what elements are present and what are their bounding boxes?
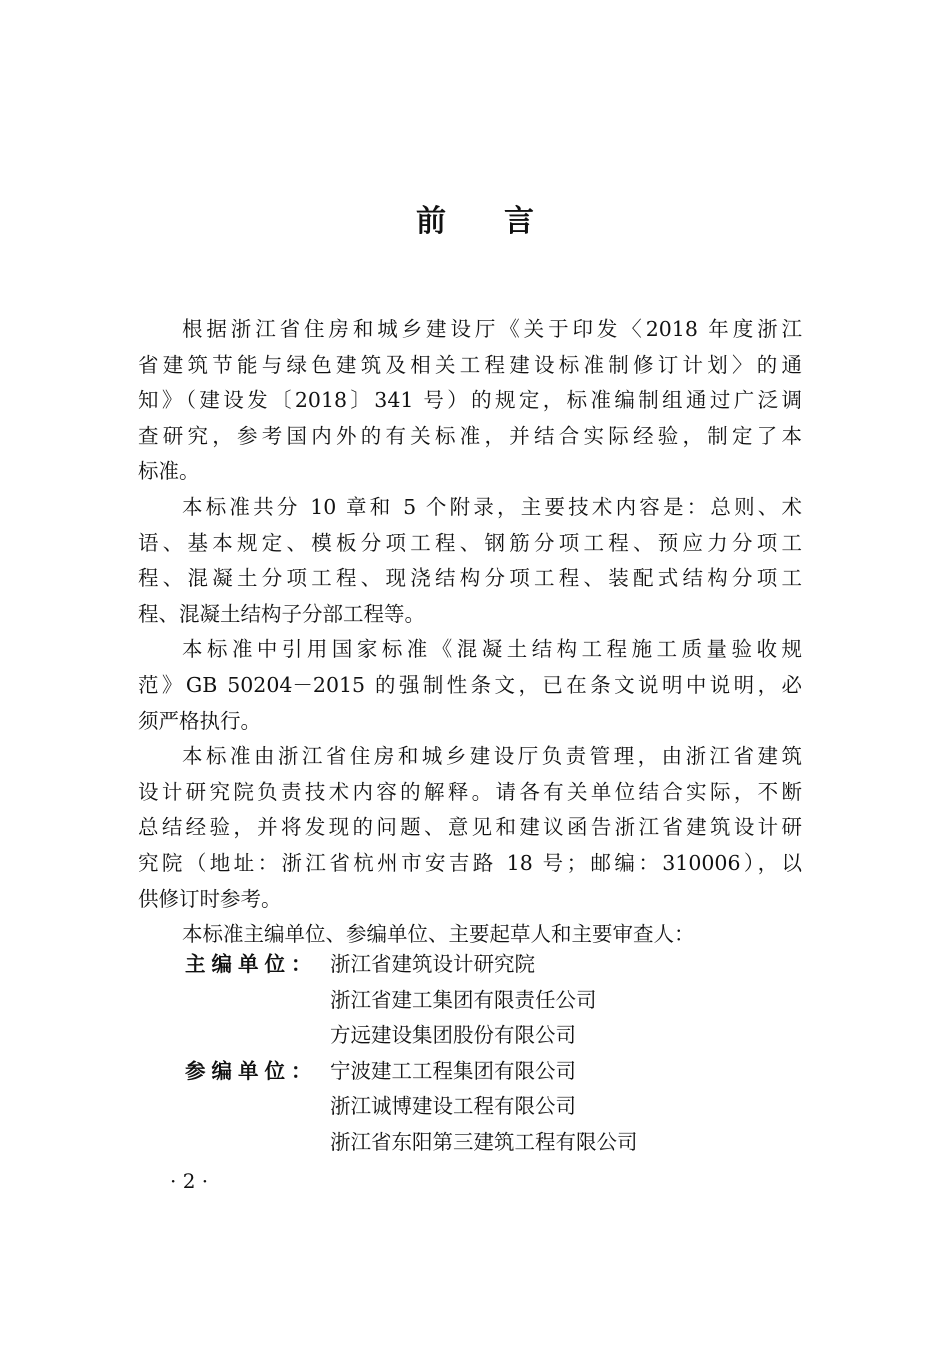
chief-unit-item: 方远建设集团股份有限公司 xyxy=(330,1023,576,1048)
paragraph-line: 标准。 xyxy=(138,459,200,484)
participating-unit-row xyxy=(185,1089,638,1125)
participating-unit-row xyxy=(185,1125,638,1161)
paragraph-line: 本标准共分 10 章和 5 个附录，主要技术内容是：总则、术 xyxy=(182,494,802,519)
chief-unit-row xyxy=(185,983,638,1019)
chief-unit-row xyxy=(185,947,638,983)
participating-unit-row xyxy=(185,1054,638,1090)
chief-unit-row xyxy=(185,1018,638,1054)
title-char-1: 前 xyxy=(416,204,446,239)
paragraph-line: 查研究，参考国内外的有关标准，并结合实际经验，制定了本 xyxy=(138,423,802,448)
chief-unit-item: 浙江省建筑设计研究院 xyxy=(330,952,535,976)
paragraph-line: 范》GB 50204－2015 的强制性条文，已在条文说明中说明，必 xyxy=(138,672,802,697)
paragraph-line: 程、混凝土结构子分部工程等。 xyxy=(138,601,425,626)
paragraph-line: 须严格执行。 xyxy=(138,708,261,733)
page-title xyxy=(0,200,950,244)
paragraph-line: 程、混凝土分项工程、现浇结构分项工程、装配式结构分项工 xyxy=(138,566,802,591)
paragraph-line: 本标准主编单位、参编单位、主要起草人和主要审查人： xyxy=(182,922,695,947)
page-number: · 2 · xyxy=(170,1169,209,1193)
paragraph-line: 根据浙江省住房和城乡建设厅《关于印发〈2018 年度浙江 xyxy=(182,317,802,341)
paragraph-line: 知》（建设发〔2018〕341 号）的规定，标准编制组通过广泛调 xyxy=(138,388,802,413)
chief-unit-label: 主编单位： xyxy=(185,952,312,976)
paragraph-line: 供修订时参考。 xyxy=(138,886,282,911)
paragraph-line: 总结经验，并将发现的问题、意见和建议函告浙江省建筑设计研 xyxy=(138,815,802,840)
title-char-2: 言 xyxy=(504,204,534,239)
paragraph-line: 设计研究院负责技术内容的解释。请各有关单位结合实际，不断 xyxy=(138,779,802,804)
participating-unit-item: 宁波建工工程集团有限公司 xyxy=(330,1058,576,1083)
paragraph-line: 本标准由浙江省住房和城乡建设厅负责管理，由浙江省建筑 xyxy=(182,744,802,769)
participating-unit-item: 浙江省东阳第三建筑工程有限公司 xyxy=(330,1129,638,1154)
participating-unit-item: 浙江诚博建设工程有限公司 xyxy=(330,1094,576,1119)
paragraph-line: 省建筑节能与绿色建筑及相关工程建设标准制修订计划〉的通 xyxy=(138,352,802,377)
paragraph-line: 本标准中引用国家标准《混凝土结构工程施工质量验收规 xyxy=(182,637,802,662)
participating-unit-label: 参编单位： xyxy=(185,1058,312,1083)
paragraph-line: 语、基本规定、模板分项工程、钢筋分项工程、预应力分项工 xyxy=(138,530,802,555)
preface-body xyxy=(138,312,802,953)
chief-unit-item: 浙江省建工集团有限责任公司 xyxy=(330,987,597,1012)
paragraph-line: 究院（地址：浙江省杭州市安吉路 18 号；邮编：310006），以 xyxy=(138,850,802,875)
unit-list xyxy=(185,947,638,1161)
